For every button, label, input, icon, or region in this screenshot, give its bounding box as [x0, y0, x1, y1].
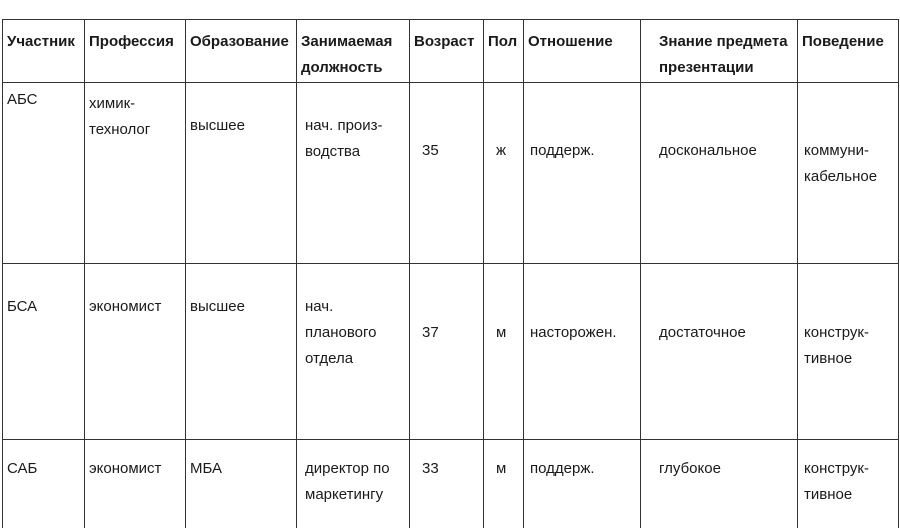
cell-participant: АБС — [3, 83, 85, 264]
cell-knowledge: глубокое — [641, 440, 798, 528]
cell-behavior: коммуни- кабельное — [798, 83, 899, 264]
cell-attitude: насторожен. — [524, 264, 641, 440]
cell-age: 35 — [410, 83, 484, 264]
header-age: Возраст — [410, 20, 484, 83]
cell-attitude: поддерж. — [524, 440, 641, 528]
cell-education: МБА — [186, 440, 297, 528]
table-header-row — [3, 20, 899, 83]
cell-position: нач. произ- водства — [297, 83, 410, 264]
cell-behavior: конструк- тивное — [798, 440, 899, 528]
table-row — [3, 264, 899, 440]
cell-education: высшее — [186, 83, 297, 264]
participants-table — [2, 19, 899, 528]
cell-sex: м — [484, 440, 524, 528]
table-row — [3, 83, 899, 264]
cell-profession: экономист — [85, 264, 186, 440]
header-knowledge: Знание предмета презентации — [641, 20, 798, 83]
cell-profession: экономист — [85, 440, 186, 528]
cell-position: нач. планового отдела — [297, 264, 410, 440]
cell-sex: ж — [484, 83, 524, 264]
header-sex: Пол — [484, 20, 524, 83]
table-row — [3, 440, 899, 528]
cell-age: 37 — [410, 264, 484, 440]
cell-attitude: поддерж. — [524, 83, 641, 264]
cell-knowledge: достаточное — [641, 264, 798, 440]
cell-profession: химик- технолог — [85, 83, 186, 264]
header-profession: Профессия — [85, 20, 186, 83]
header-participant: Участник — [3, 20, 85, 83]
cell-position: директор по маркетингу — [297, 440, 410, 528]
header-education: Образование — [186, 20, 297, 83]
header-position: Занимаемая должность — [297, 20, 410, 83]
cell-age: 33 — [410, 440, 484, 528]
cell-behavior: конструк- тивное — [798, 264, 899, 440]
header-attitude: Отношение — [524, 20, 641, 83]
cell-participant: САБ — [3, 440, 85, 528]
cell-sex: м — [484, 264, 524, 440]
cell-education: высшее — [186, 264, 297, 440]
header-behavior: Поведение — [798, 20, 899, 83]
cell-participant: БСА — [3, 264, 85, 440]
cell-knowledge: доскональное — [641, 83, 798, 264]
